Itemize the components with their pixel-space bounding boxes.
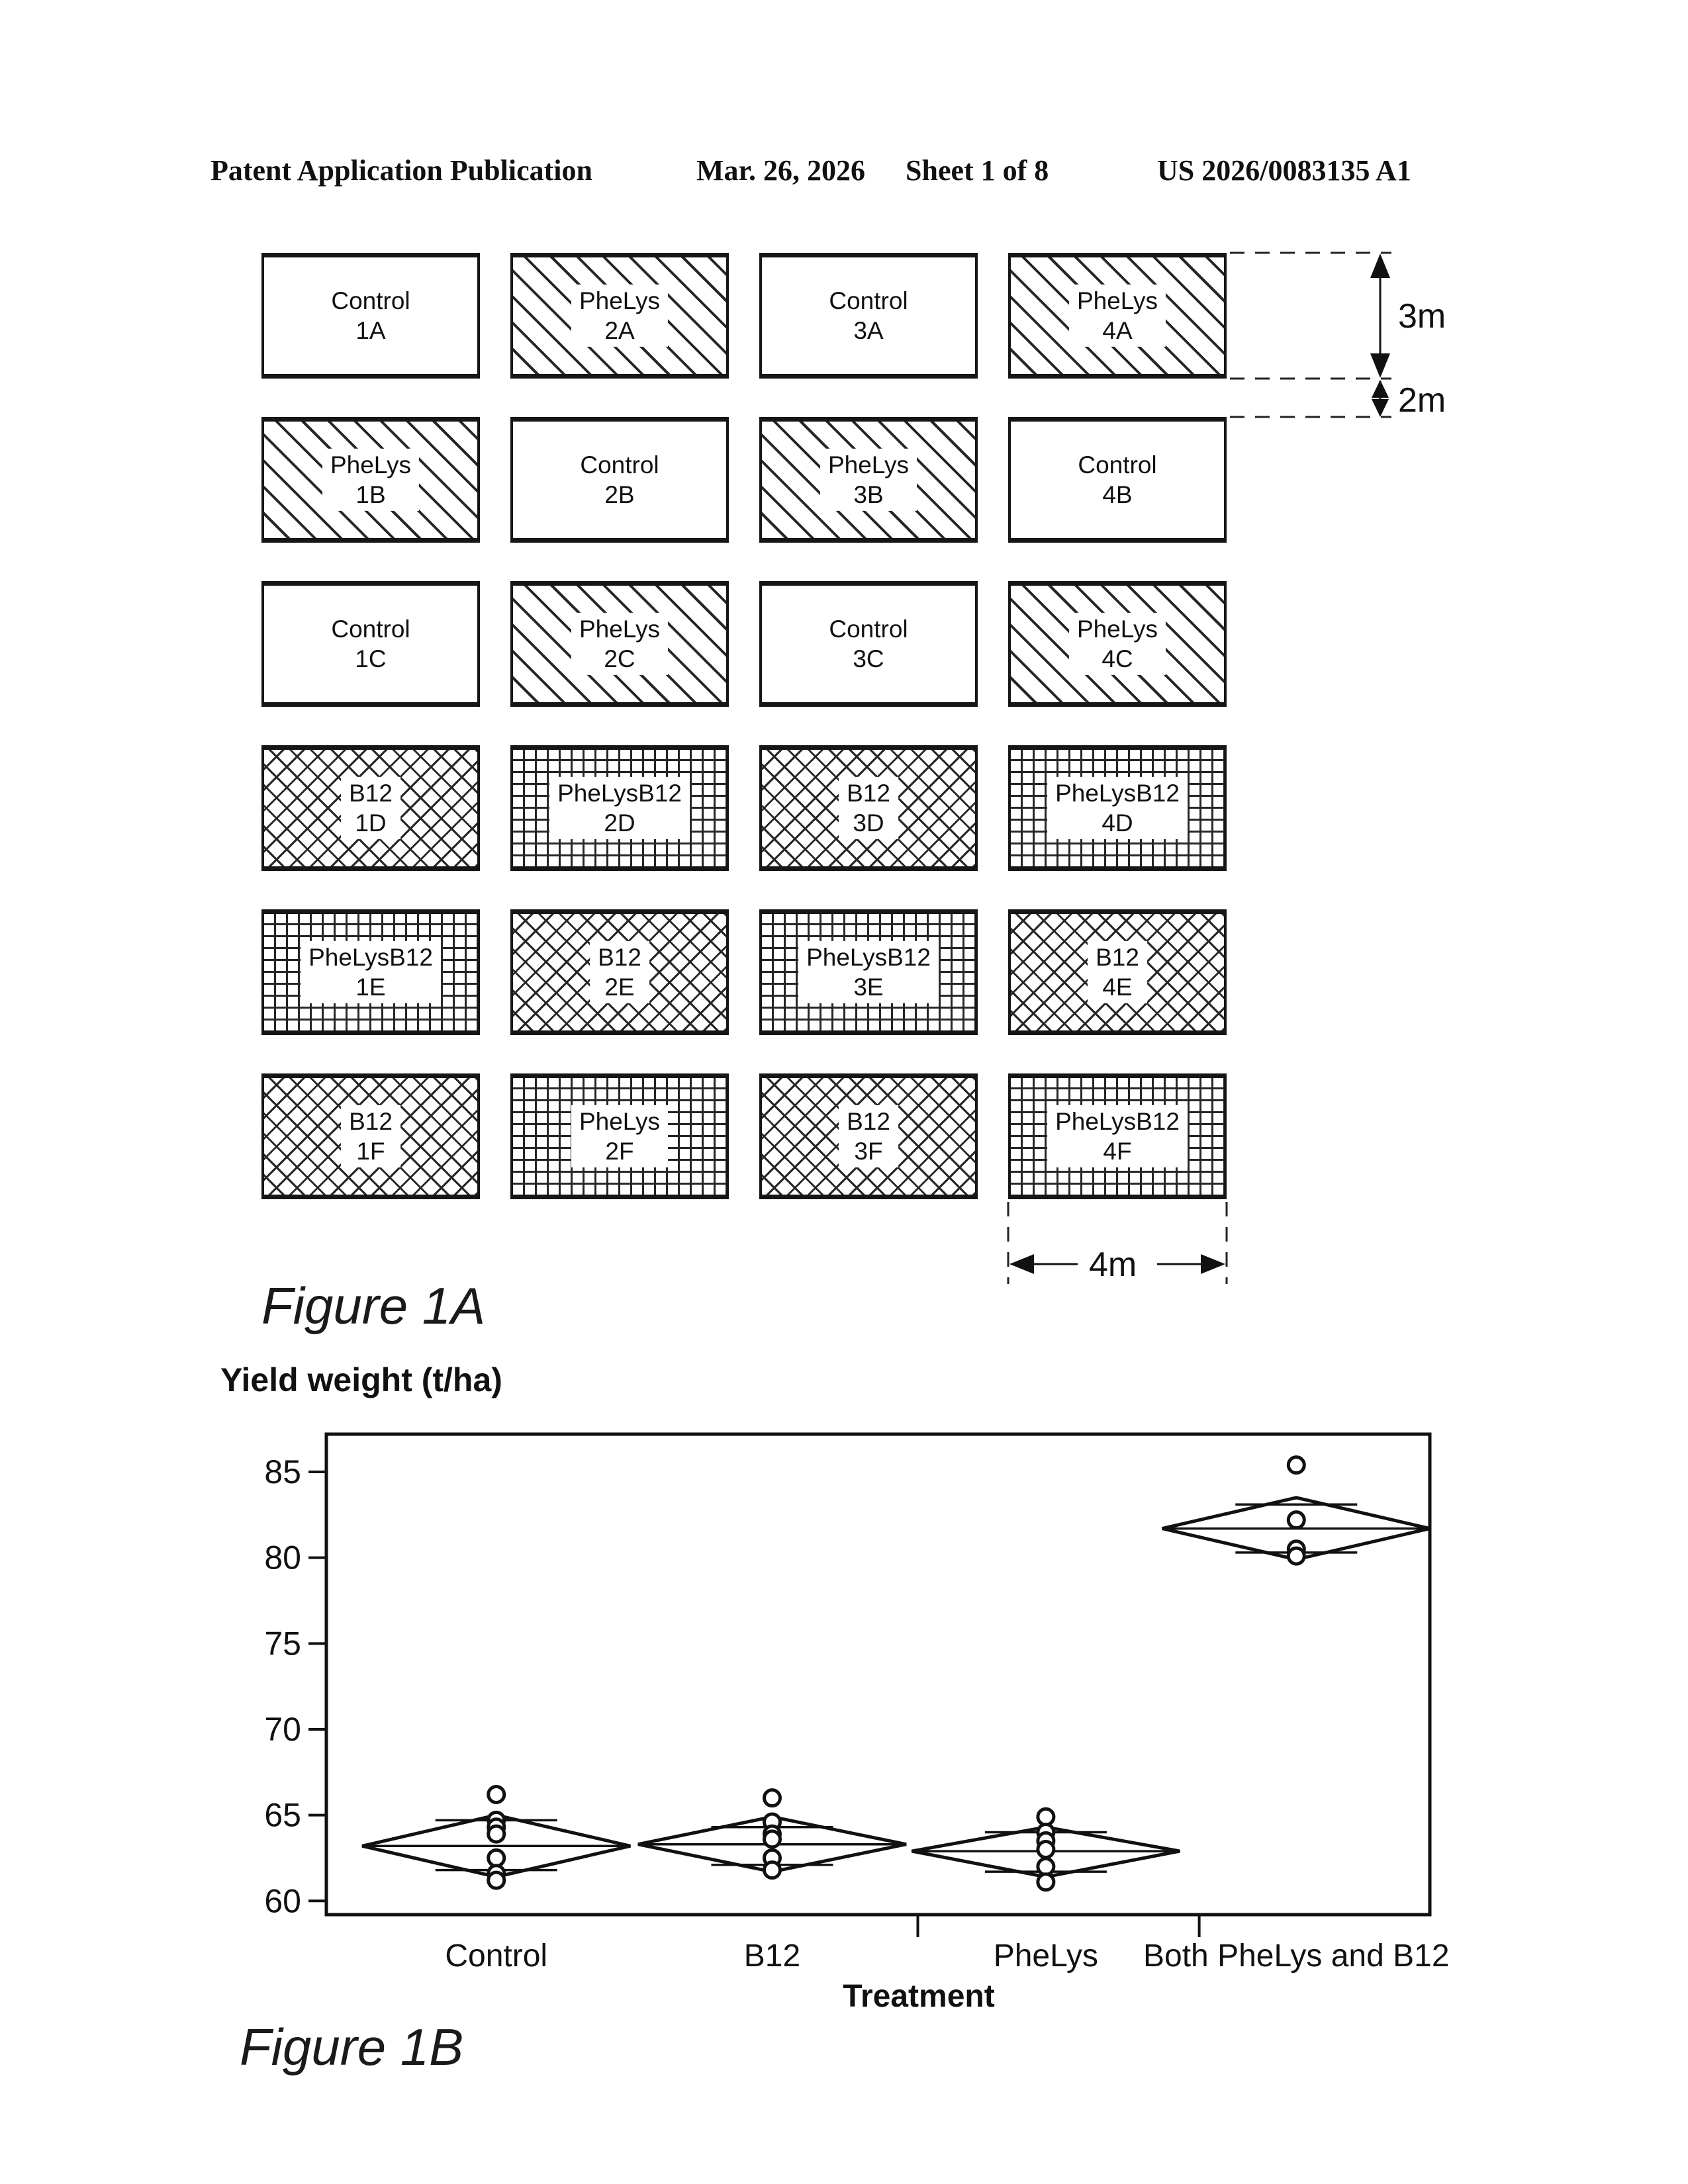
plot-code: 3E [853, 974, 884, 1001]
plot-treatment: B12 [349, 1107, 393, 1135]
plot-treatment: B12 [847, 1107, 890, 1135]
treatment-axis-title: Treatment [843, 1979, 995, 2014]
plot-code: 4C [1102, 645, 1133, 672]
y-tick-label: 75 [264, 1625, 301, 1662]
plot-treatment: PheLys [579, 615, 661, 643]
plot-code: 2B [604, 481, 635, 508]
category-label: PheLys [993, 1938, 1099, 1974]
plot-treatment: PheLys [579, 1107, 661, 1135]
y-tick-label: 70 [264, 1710, 301, 1748]
plot-treatment: PheLys [1076, 287, 1158, 314]
plot-treatment: B12 [349, 779, 393, 807]
figure-1b-caption: Figure 1B [240, 2018, 464, 2076]
data-point [1038, 1858, 1054, 1874]
data-point [489, 1787, 504, 1803]
header-date: Mar. 26, 2026 [696, 154, 866, 187]
plot-treatment: PheLysB12 [557, 779, 682, 807]
plot-code: 1D [355, 809, 387, 837]
plot-code: 3F [854, 1138, 883, 1165]
plot-code: 1B [355, 481, 386, 508]
plot-treatment: Control [331, 287, 410, 314]
data-point [764, 1790, 780, 1806]
plot-code: 3D [853, 809, 884, 837]
header-publication: Patent Application Publication [211, 154, 592, 187]
plot-code: 3A [853, 317, 884, 344]
dim-arrow-2m [1372, 380, 1446, 420]
dim-label-4m: 4m [1089, 1246, 1137, 1284]
plot-code: 1F [356, 1138, 385, 1165]
plot-code: 4F [1103, 1138, 1132, 1165]
plot-code: 3C [853, 645, 884, 672]
plot-treatment: PheLysB12 [1055, 1107, 1180, 1135]
plot-treatment: Control [331, 615, 410, 643]
plot-treatment: B12 [847, 779, 890, 807]
means-diamond-chart [264, 1453, 1449, 1974]
category-label: B12 [743, 1938, 801, 1974]
data-point [764, 1862, 780, 1878]
plot-code: 2A [604, 317, 635, 344]
header-sheet: Sheet 1 of 8 [906, 154, 1049, 187]
plot-code: 2D [604, 809, 635, 837]
plot-treatment: Control [1078, 451, 1157, 478]
dim-arrow-4m [1009, 1246, 1225, 1284]
dim-label-3m: 3m [1398, 297, 1446, 336]
data-point [489, 1850, 504, 1866]
plot-code: 4A [1102, 317, 1133, 344]
dim-arrow-3m [1370, 253, 1446, 378]
plot-code: 1A [355, 317, 386, 344]
plot-treatment: Control [829, 615, 908, 643]
plot-code: 4D [1102, 809, 1133, 837]
data-point [1288, 1512, 1304, 1528]
data-point [1038, 1841, 1054, 1857]
plot-treatment: PheLys [579, 287, 661, 314]
data-point [764, 1831, 780, 1847]
data-point [1288, 1457, 1304, 1473]
category-label: Control [445, 1938, 548, 1974]
yield-axis-title: Yield weight (t/ha) [220, 1361, 502, 1398]
plot-code: 2F [605, 1138, 634, 1165]
data-point [489, 1872, 504, 1888]
plot-treatment: PheLysB12 [1055, 779, 1180, 807]
plot-treatment: PheLys [1076, 615, 1158, 643]
category-label: Both PheLys and B12 [1143, 1938, 1450, 1974]
plot-code: 3B [853, 481, 884, 508]
y-tick-label: 60 [264, 1882, 301, 1920]
plot-treatment: Control [829, 287, 908, 314]
plot-treatment: PheLys [827, 451, 910, 478]
plot-treatment: PheLysB12 [806, 943, 931, 971]
y-tick-label: 65 [264, 1796, 301, 1834]
plot-code: 2C [604, 645, 635, 672]
data-point [1038, 1874, 1054, 1890]
header-number: US 2026/0083135 A1 [1157, 154, 1411, 187]
plot-treatment: B12 [1096, 943, 1139, 971]
plot-code: 1E [355, 974, 386, 1001]
plot-treatment: PheLys [330, 451, 412, 478]
data-point [1038, 1809, 1054, 1825]
plot-code: 4B [1102, 481, 1133, 508]
y-tick-label: 80 [264, 1539, 301, 1576]
dim-label-2m: 2m [1398, 381, 1446, 420]
plot-treatment: PheLysB12 [308, 943, 433, 971]
figure-1a-caption: Figure 1A [261, 1277, 486, 1335]
plot-code: 4E [1102, 974, 1133, 1001]
y-tick-label: 85 [264, 1453, 301, 1491]
plot-code: 1C [355, 645, 387, 672]
plot-treatment: Control [580, 451, 659, 478]
plot-code: 2E [604, 974, 635, 1001]
data-point [1288, 1548, 1304, 1564]
data-point [489, 1826, 504, 1842]
plot-treatment: B12 [598, 943, 641, 971]
